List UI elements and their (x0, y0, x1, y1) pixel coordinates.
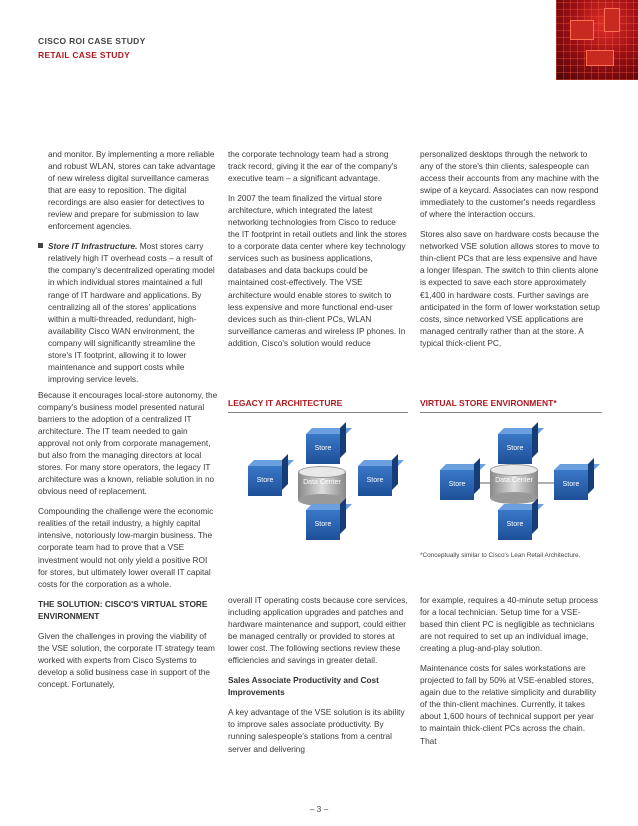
diagram-footnote: *Conceptually similar to Cisco's Lean Retail Architecture. (420, 552, 581, 559)
legacy-architecture-diagram (228, 416, 408, 546)
store-label: Store (256, 477, 274, 484)
store-icon (248, 460, 288, 496)
paragraph: overall IT operating costs because core services, including application upgrades and patches and hardware maintenance and support, could either be managed centrally or provided to stores at lower cost. The following sections review these efficiencies and savings in greater detail. (228, 595, 408, 666)
store-label: Store (314, 521, 332, 528)
page-header (0, 0, 638, 80)
paragraph: Maintenance costs for sales workstations are projected to fall by 50% at VSE-enabled stores, again due to the relative simplicity and durability of the thin-client machines. Currently, it takes about 1,600 hours of technical support per year to maintain thick-client PCs across the chain. That (420, 663, 597, 746)
column-middle-bottom (228, 594, 408, 763)
circuit-chip-image (556, 0, 638, 80)
divider (420, 412, 602, 413)
column-right-top (420, 148, 602, 357)
column-left (38, 148, 218, 698)
store-icon (498, 504, 538, 540)
page-number: – 3 – (309, 804, 329, 814)
store-label: Store (448, 481, 466, 488)
store-icon (358, 460, 398, 496)
store-icon (306, 504, 346, 540)
data-center-label: Data Center (303, 479, 341, 486)
store-icon (498, 428, 538, 464)
bullet-heading: Store IT Infrastructure. (48, 241, 138, 252)
data-center-icon (298, 466, 346, 506)
bullet-square-icon (38, 243, 43, 248)
paragraph: for example, requires a 40-minute setup process for a local technician. Setup time for a VSE-based thin client PC is negligible as technicians are not required to set up an individual image, creating a plug-and-play solution. (420, 595, 599, 654)
header-title: CISCO ROI CASE STUDY (38, 36, 146, 46)
store-label: Store (366, 477, 384, 484)
paragraph: Stores also save on hardware costs because the networked VSE solution allows stores to move to thin-client PCs that are less expensive and have a longer lifespan. The switch to thin clients alone is expected to save each store approximately €1,400 in hardware costs. Further savings are anticipated in the form of lower workstation setup costs, since networked VSE applications are managed centrally rather than at the store. A typical thick-client PC, (420, 229, 600, 348)
legacy-diagram-title: LEGACY IT ARCHITECTURE (228, 398, 343, 408)
data-center-icon (490, 464, 538, 504)
paragraph: Compounding the challenge were the economic realities of the retail industry, a highly capital intensive, notoriously low-margin business. The corporate team had to prove that a VSE investment would not only yield a positive ROI for stores, but ultimately lower overall IT capital costs for the corporation as a whole. (38, 506, 214, 589)
store-icon (306, 428, 346, 464)
data-center-label: Data Center (495, 477, 533, 484)
store-label: Store (506, 445, 524, 452)
section-heading: THE SOLUTION: CISCO'S VIRTUAL STORE ENVIRONMENT (38, 598, 208, 621)
subsection-heading: Sales Associate Productivity and Cost Improvements (228, 675, 379, 698)
paragraph: In 2007 the team finalized the virtual store architecture, which integrated the latest networking technologies from Cisco to reduce the IT footprint in retail outlets and link the stores to a corporate data center where key technology services such as business applications, databases and data backups could be maintained cost-effectively. The VSE architecture would enable stores to switch to less expensive and more functional end-user devices such as thin-client PCs, WLAN surveillance cameras and wireless IP phones. In addition, Cisco's solution would reduce (228, 193, 407, 348)
paragraph: and monitor. By implementing a more reliable and robust WLAN, stores can take advantage of new wireless digital surveillance cameras that are easy to reposition. The digital recordings are also easier for detectives to review and prepare for submission to law enforcement agencies. (48, 149, 216, 232)
column-right-bottom (420, 594, 602, 755)
paragraph: Given the challenges in proving the viability of the VSE solution, the corporate IT strategy team worked with experts from Cisco Systems to develop a solid business case in support of the concept. Fortunately, (38, 630, 215, 689)
bullet-item (38, 240, 218, 385)
bullet-text: Most stores carry relatively high IT overhead costs – a result of the company's decentralized operating model in which individual stores maintained a full range of IT hardware and applications. By centralizing all of the stores' applications within a multi-threaded, redundant, high-availability Cisco WAN environment, the company will significantly streamline the store's IT footprint, allowing it to lower maintenance and support costs while improving service levels. (48, 241, 215, 384)
bullet-list (38, 240, 218, 385)
paragraph: the corporate technology team had a strong track record, giving it the ear of the company's executive team – a significant advantage. (228, 149, 398, 184)
store-icon (554, 464, 594, 500)
paragraph: Because it encourages local-store autonomy, the company's business model presented natural barriers to the adoption of a centralized IT architecture. The IT team needed to gain approval not only from corporate management, but also from the managing directors at local stores. For many store operators, the legacy IT architecture was a known, reliable solution in no obvious need of replacement. (38, 389, 218, 497)
column-middle-top (228, 148, 408, 357)
virtual-diagram-title: VIRTUAL STORE ENVIRONMENT* (420, 398, 557, 408)
store-label: Store (506, 521, 524, 528)
store-label: Store (314, 445, 332, 452)
paragraph: personalized desktops through the network to any of the store's thin clients, salespeople can access their accounts from any machine with the swipe of a keycard. Associates can now respond immediately to the customer's needs regardless of where the interaction occurs. (420, 149, 599, 220)
header-subtitle: RETAIL CASE STUDY (38, 50, 131, 60)
virtual-store-diagram (420, 416, 602, 546)
store-label: Store (562, 481, 580, 488)
divider (228, 412, 408, 413)
paragraph: A key advantage of the VSE solution is its ability to improve sales associate productivity. By running salespeople's stations from a central server and delivering (228, 707, 405, 754)
store-icon (440, 464, 480, 500)
